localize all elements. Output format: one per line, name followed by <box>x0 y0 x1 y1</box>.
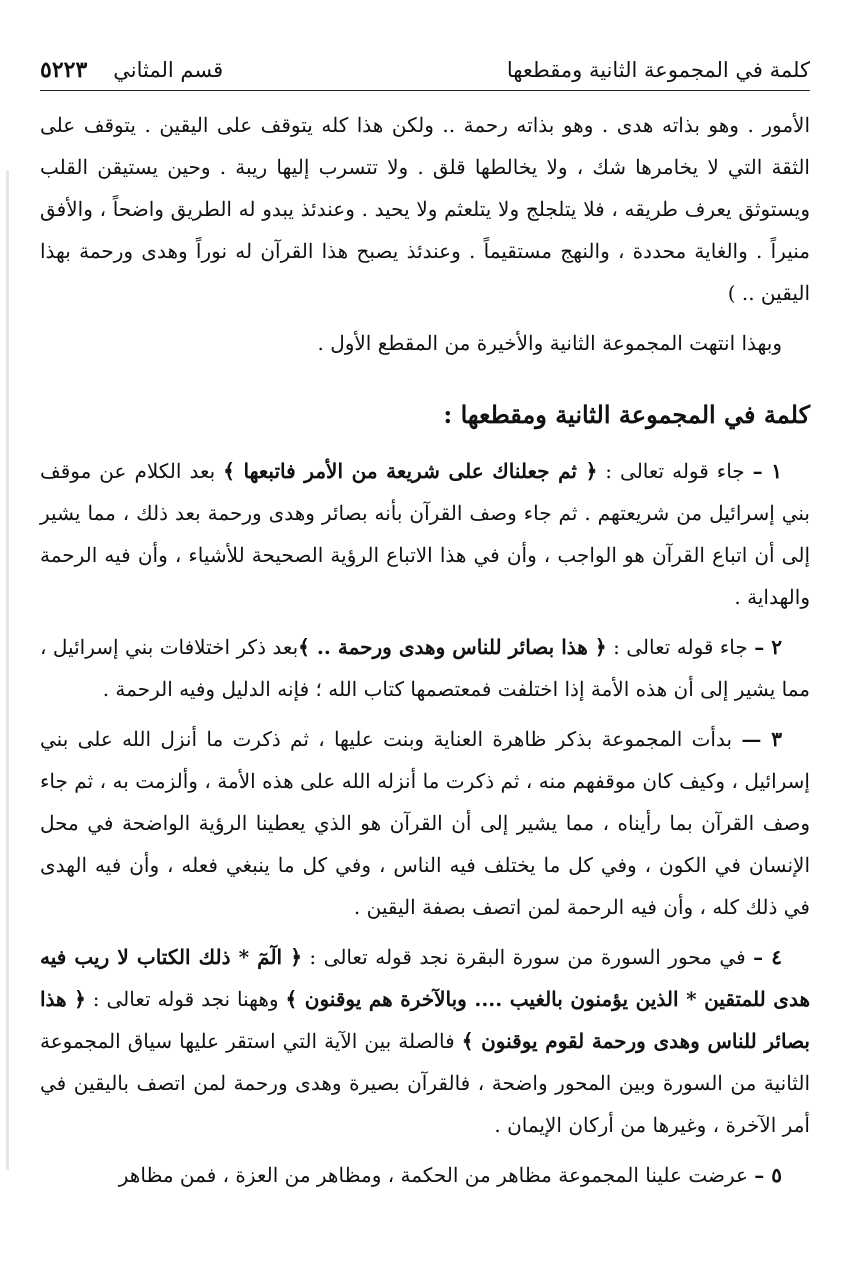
item-text: بعد الكلام عن موقف بني إسرائيل من شريعتهم . ثم جاء وصف القرآن بأنه بصائر وهدى ورحمة بعد ذلك ، مما يشير إلى أن اتباع القرآن هو الواجب ، وأن في هذا الاتباع الرؤية الصحيحة للأشياء ، وأن فيه الرحمة والهداية . <box>40 459 810 609</box>
item-intro: في محور السورة من سورة البقرة نجد قوله تعالى : <box>301 945 754 969</box>
item-intro: جاء قوله تعالى : <box>597 459 753 483</box>
quran-quote: ﴿ ثم جعلناك على شريعة من الأمر فاتبعها ﴾ <box>223 459 598 483</box>
scan-edge-shadow <box>6 170 9 1170</box>
paragraph-conclusion: وبهذا انتهت المجموعة الثانية والأخيرة من المقطع الأول . <box>317 331 782 355</box>
item-intro: جاء قوله تعالى : <box>606 635 755 659</box>
running-head-left-group <box>40 57 223 83</box>
item-text: بدأت المجموعة بذكر ظاهرة العناية وبنت عليها ، ثم ذكرت ما أنزل الله على بني إسرائيل ، وكيف كان موقفهم منه ، ثم ذكرت ما أنزله الله على هذه الأمة ، وألزمت به ، ثم جاء وصف القرآن بما رأيناه ، مما يشير إلى أن القرآن هو الذي يعطينا الرؤية الواضحة في محل الإنسان في الكون ، وفي كل ما يختلف فيه الناس ، وفي كل ما ينبغي فعله ، وأن فيه الهدى في ذلك كله ، وأن فيه الرحمة لمن اتصف بصفة اليقين . <box>40 727 810 919</box>
section-heading: كلمة في المجموعة الثانية ومقطعها : <box>443 400 810 429</box>
item-text: فالصلة بين الآية التي استقر عليها سياق المجموعة الثانية من السورة وبين المحور واضحة ، فالقرآن بصيرة وهدى ورحمة لمن اتصف باليقين في أمر الآخرة ، وغيرها من أركان الإيمان . <box>40 1029 810 1137</box>
list-item-1 <box>40 450 810 618</box>
item-middle: وههنا نجد قوله تعالى : <box>85 987 286 1011</box>
quran-quote: ﴿ الٓمٓ * ذلك الكتاب لا ريب فيه هدى للمتقين * الذين يؤمنون بالغيب .... وبالآخرة هم يوقنون ﴾ <box>40 945 810 1011</box>
running-head-title: كلمة في المجموعة الثانية ومقطعها <box>506 58 810 82</box>
running-head-section: قسم المثاني <box>113 58 224 82</box>
quran-quote: ﴿ هذا بصائر للناس وهدى ورحمة لقوم يوقنون ﴾ <box>40 987 810 1053</box>
item-number: ٣ — <box>741 727 782 751</box>
item-text: بعد ذكر اختلافات بني إسرائيل ، مما يشير إلى أن هذه الأمة إذا اختلفت فمعتصمها كتاب الله ؛ فإنه الدليل وفيه الرحمة . <box>40 635 810 701</box>
running-head <box>40 50 810 91</box>
item-text: عرضت علينا المجموعة مظاهر من الحكمة ، ومظاهر من العزة ، فمن مظاهر <box>118 1163 755 1187</box>
item-number: ٢ – <box>754 635 783 659</box>
item-number: ٥ – <box>754 1163 782 1187</box>
page-body <box>40 104 810 1196</box>
item-number: ١ – <box>752 459 783 483</box>
page-number: ٥٢٢٣ <box>40 57 88 83</box>
item-number: ٤ – <box>753 945 783 969</box>
quran-quote: ﴿ هذا بصائر للناس وهدى ورحمة .. ﴾ <box>298 635 607 659</box>
paragraph-continuation: الأمور . وهو بذاته هدى . وهو بذاته رحمة .. ولكن هذا كله يتوقف على اليقين . يتوقف على الثقة التي لا يخامرها شك ، ولا يخالطها قلق . ولا تتسرب إليها ريبة . وحين يستيقن القلب ويستوثق يعرف طريقه ، فلا يتلجلج ولا يتلعثم ولا يحيد . وعندئذ يبدو له الطريق واضحاً ، والأفق منيراً . والغاية محددة ، والنهج مستقيماً . وعندئذ يصبح هذا القرآن له نوراً وهدى ورحمة بهذا اليقين .. ) <box>40 113 810 305</box>
list-item-2 <box>40 626 810 710</box>
list-item-3 <box>40 718 810 928</box>
list-item-4 <box>40 936 810 1146</box>
list-item-5 <box>40 1154 810 1196</box>
